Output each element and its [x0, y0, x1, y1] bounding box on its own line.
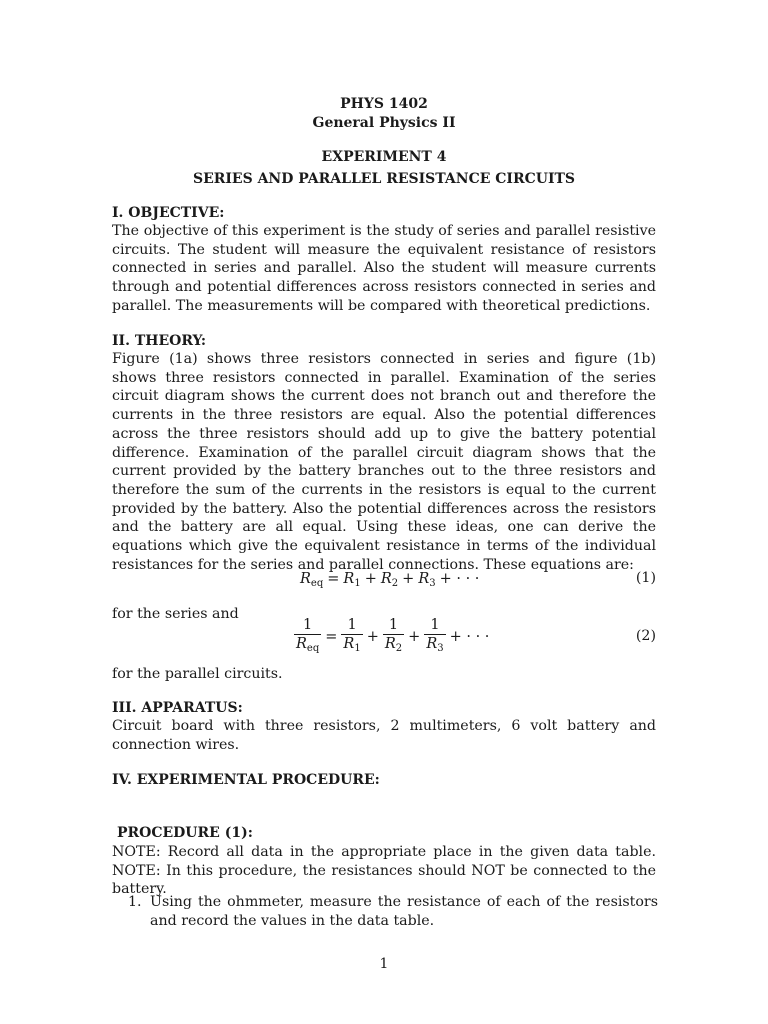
- equation-series: $R_{eq} = R_1 + R_2 + R_3$ + · · ·: [300, 571, 480, 589]
- theory-heading: II. THEORY:: [112, 333, 206, 349]
- equation-2-number: (2): [635, 628, 656, 644]
- apparatus-heading: III. APPARATUS:: [112, 700, 243, 716]
- theory-text: Figure (1a) shows three resistors connected in series and figure (1b) shows three resistors connected in parallel. Examination of the series circuit diagram shows the current does not branch out and therefore the currents in the three resistors are equal. Also the potential differences across the three resistors should add up to give the battery potential difference. Examination of the parallel circuit diagram shows that the current provided by the battery branches out to the three resistors and therefore the sum of the currents in the resistors is equal to the current provided by the battery. Also the potential differences across the resistors and the battery are all equal. Using these ideas, one can derive the equations which give the equivalent resistance in terms of the individual resistances for the series and parallel connections. These equations are:: [112, 351, 656, 573]
- document-title: SERIES AND PARALLEL RESISTANCE CIRCUITS: [192, 171, 576, 187]
- course-name: General Physics II: [312, 115, 456, 131]
- page-number: 1: [379, 956, 389, 972]
- series-label: for the series and: [112, 606, 239, 622]
- procedure-heading: IV. EXPERIMENTAL PROCEDURE:: [112, 772, 380, 788]
- course-code: PHYS 1402: [340, 96, 428, 112]
- objective-text: The objective of this experiment is the study of series and parallel resistive circuits. The student will measure the equivalent resistance of resistors connected in series and parallel. Also the student will measure currents through and potential differences across resistors connected in series and parallel. The measurements will be compared with theoretical predictions.: [112, 223, 656, 314]
- procedure-1-heading: PROCEDURE (1):: [117, 825, 253, 841]
- equation-1-number: (1): [635, 570, 656, 586]
- parallel-label: for the parallel circuits.: [112, 666, 283, 682]
- step-1-text: Using the ohmmeter, measure the resistance of each of the resistors and record the values in the data table.: [150, 894, 658, 929]
- step-1-number: 1.: [128, 894, 142, 910]
- objective-heading: I. OBJECTIVE:: [112, 205, 225, 221]
- apparatus-text: Circuit board with three resistors, 2 multimeters, 6 volt battery and connection wires.: [112, 718, 656, 753]
- experiment-number: EXPERIMENT 4: [321, 149, 447, 165]
- equation-parallel: $\frac{1}{R_{eq}}$ = $\frac{1}{R_1}$ + $\frac{1}{R_2}$ + $\frac{1}{R_3}$ + · · ·: [296, 617, 490, 654]
- procedure-note: NOTE: Record all data in the appropriate place in the given data table. NOTE: In this procedure, the resistances should NOT be connected to the battery.: [112, 844, 656, 898]
